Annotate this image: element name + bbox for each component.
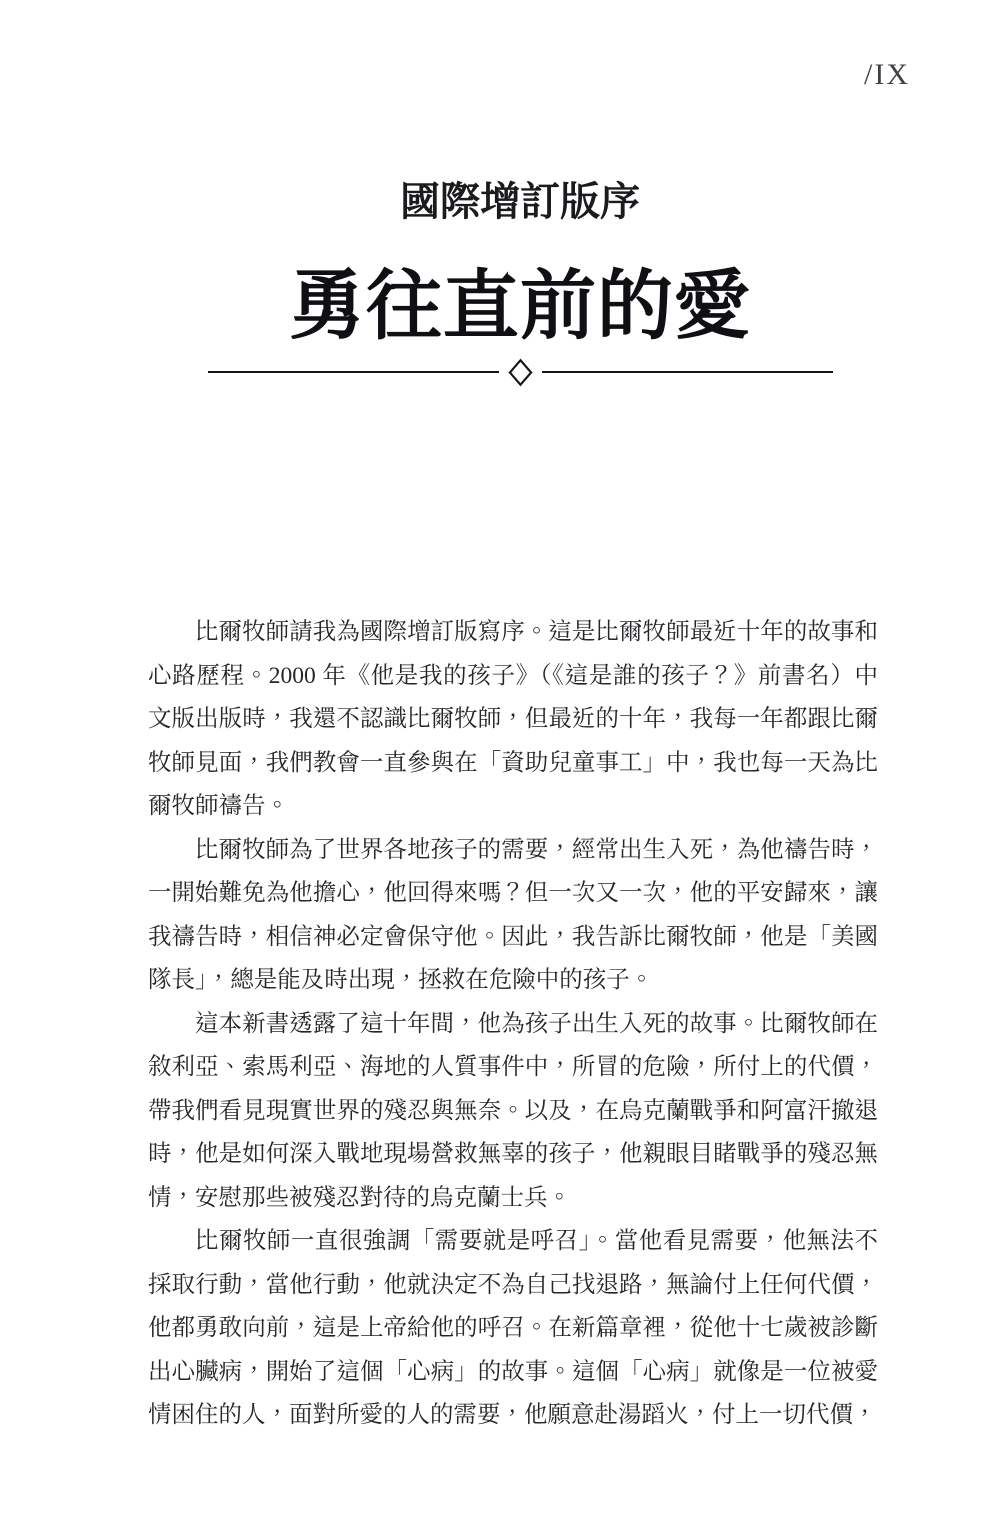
page-number: /IX [864,58,910,91]
paragraph: 比爾牧師為了世界各地孩子的需要，經常出生入死，為他禱告時，一開始難免為他擔心，他回得來嗎？但一次又一次，他的平安歸來，讓我禱告時，相信神必定會保守他。因此，我告訴比爾牧師，他是「美國隊長」，總是能及時出現，拯救在危險中的孩子。 [148,836,878,993]
paragraph: 比爾牧師請我為國際增訂版寫序。這是比爾牧師最近十年的故事和心路歷程。2000 年《他是我的孩子》（《這是誰的孩子？》前書名）中文版出版時，我還不認識比爾牧師，但最近的十年，我每一年都跟比爾牧師見面，我們教會一直參與在「資助兒童事工」中，我也每一天為比爾牧師禱告。 [148,619,878,819]
divider-rule-right [542,371,833,373]
paragraph: 比爾牧師一直很強調「需要就是呼召」。當他看見需要，他無法不採取行動，當他行動，他就決定不為自己找退路，無論付上任何代價，他都勇敢向前，這是上帝給他的呼召。在新篇章裡，從他十七歲被診斷出心臟病，開始了這個「心病」的故事。這個「心病」就像是一位被愛情困住的人，面對所愛的人的需要，他願意赴湯蹈火，付上一切代價， [148,1228,878,1428]
preface-title: 勇往直前的愛 [289,265,751,349]
divider-rule-left [208,371,499,373]
preface-body [148,611,878,1438]
preface-kicker: 國際增訂版序 [400,179,640,224]
diamond-icon [508,358,532,386]
paragraph: 這本新書透露了這十年間，他為孩子出生入死的故事。比爾牧師在敘利亞、索馬利亞、海地的人質事件中，所冒的危險，所付上的代價，帶我們看見現實世界的殘忍與無奈。以及，在烏克蘭戰爭和阿富汗撤退時，他是如何深入戰地現場營救無辜的孩子，他親眼目睹戰爭的殘忍無情，安慰那些被殘忍對待的烏克蘭士兵。 [148,1010,878,1211]
title-divider [40,360,1000,384]
